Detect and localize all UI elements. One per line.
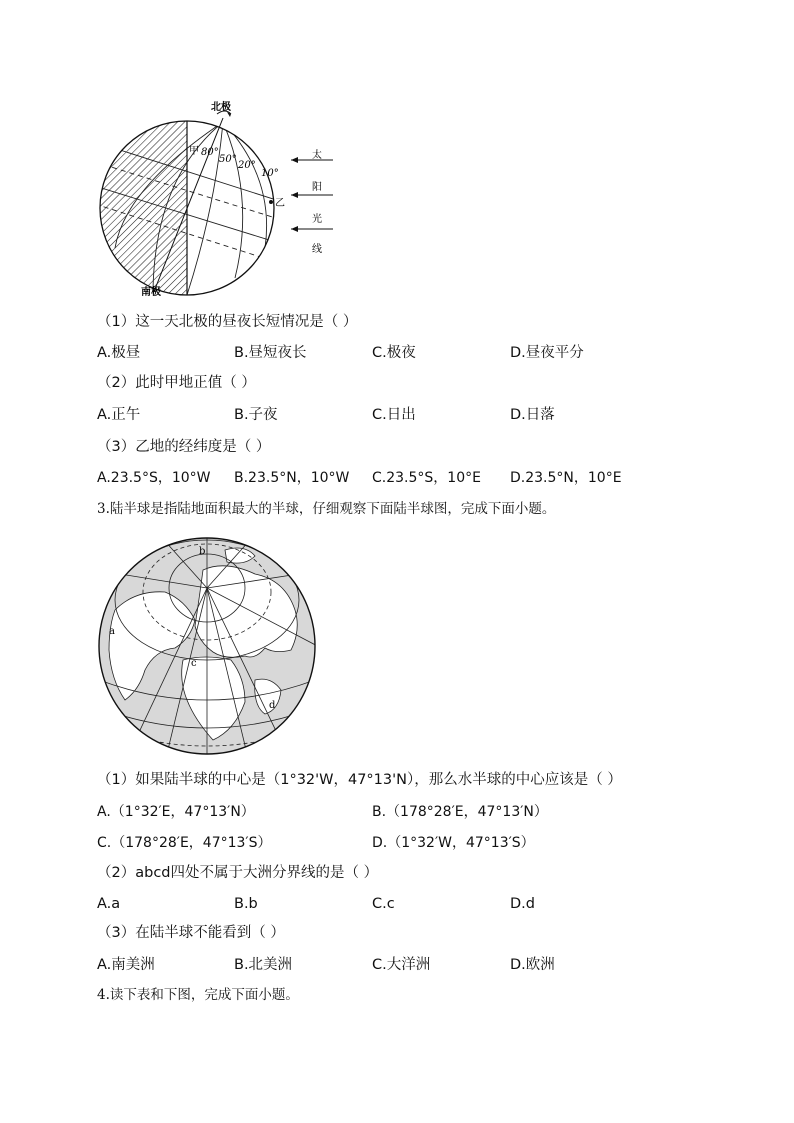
q3-sub1-option-d[interactable]: D.（1°32′W，47°13′S） xyxy=(372,835,535,851)
label-c: c xyxy=(191,658,197,669)
sunlight-label-4: 线 xyxy=(312,244,322,255)
q3-sub1-option-b[interactable]: B.（178°28′E，47°13′N） xyxy=(372,804,548,820)
q2-sub2-option-d[interactable]: D.日落 xyxy=(510,407,555,423)
q2-sub2-option-b[interactable]: B.子夜 xyxy=(234,407,278,423)
q3-sub1-option-a[interactable]: A.（1°32′E，47°13′N） xyxy=(97,804,255,820)
sunlight-label-3: 光 xyxy=(312,214,322,225)
q3-intro: 3.陆半球是指陆地面积最大的半球，仔细观察下面陆半球图，完成下面小题。 xyxy=(97,501,556,517)
label-a: a xyxy=(109,626,115,637)
q3-sub3-option-b[interactable]: B.北美洲 xyxy=(234,957,293,973)
q2-sub3-option-c[interactable]: C.23.5°S，10°E xyxy=(372,470,481,486)
q3-sub1-option-c[interactable]: C.（178°28′E，47°13′S） xyxy=(97,835,272,851)
label-d: d xyxy=(269,700,276,711)
jia-label: 甲 xyxy=(189,146,199,157)
label-b: b xyxy=(199,546,206,557)
q2-sub3-option-a[interactable]: A.23.5°S，10°W xyxy=(97,470,211,486)
q2-sub3-option-b[interactable]: B.23.5°N，10°W xyxy=(234,470,350,486)
q3-sub2-option-d[interactable]: D.d xyxy=(510,896,535,912)
q2-sub2-question: （2）此时甲地正值（ ） xyxy=(97,375,256,391)
q2-sub3-option-d[interactable]: D.23.5°N，10°E xyxy=(510,470,622,486)
q2-sub2-option-c[interactable]: C.日出 xyxy=(372,407,416,423)
q3-sub3-option-c[interactable]: C.大洋洲 xyxy=(372,957,431,973)
yi-label: 乙 xyxy=(275,198,285,209)
q2-sub1-question: （1）这一天北极的昼夜长短情况是（ ） xyxy=(97,314,358,330)
q4-intro: 4.读下表和下图，完成下面小题。 xyxy=(97,987,299,1003)
q3-sub2-option-b[interactable]: B.b xyxy=(234,896,258,912)
q3-sub2-option-c[interactable]: C.c xyxy=(372,896,395,912)
q2-sub1-option-b[interactable]: B.昼短夜长 xyxy=(234,345,307,361)
north-pole-label: 北极 xyxy=(211,102,231,113)
q3-sub1-question: （1）如果陆半球的中心是（1°32'W，47°13'N），那么水半球的中心应该是（ ） xyxy=(97,772,622,788)
sunlight-label-2: 阳 xyxy=(312,182,322,193)
q2-sub1-option-d[interactable]: D.昼夜平分 xyxy=(510,345,584,361)
q2-sub1-option-c[interactable]: C.极夜 xyxy=(372,345,416,361)
q2-sub3-question: （3）乙地的经纬度是（ ） xyxy=(97,439,271,455)
q3-sub3-option-d[interactable]: D.欧洲 xyxy=(510,957,555,973)
q3-sub3-question: （3）在陆半球不能看到（ ） xyxy=(97,925,285,941)
lat-80-label: 80° xyxy=(201,147,219,158)
lat-20-label: 20° xyxy=(238,160,256,171)
q3-sub2-question: （2）abcd四处不属于大洲分界线的是（ ） xyxy=(97,865,379,881)
lat-50-label: 50° xyxy=(219,154,237,165)
q2-sub2-option-a[interactable]: A.正午 xyxy=(97,407,141,423)
south-pole-label: 南极 xyxy=(141,287,161,298)
land-hemisphere-figure xyxy=(95,530,325,762)
q3-sub2-option-a[interactable]: A.a xyxy=(97,896,121,912)
sunlight-label-1: 太 xyxy=(312,150,322,161)
globe-daynight-figure xyxy=(95,98,345,303)
q2-sub1-option-a[interactable]: A.极昼 xyxy=(97,345,141,361)
q3-sub3-option-a[interactable]: A.南美洲 xyxy=(97,957,155,973)
point-yi xyxy=(269,200,273,204)
lat-10-label: 10° xyxy=(261,168,279,179)
